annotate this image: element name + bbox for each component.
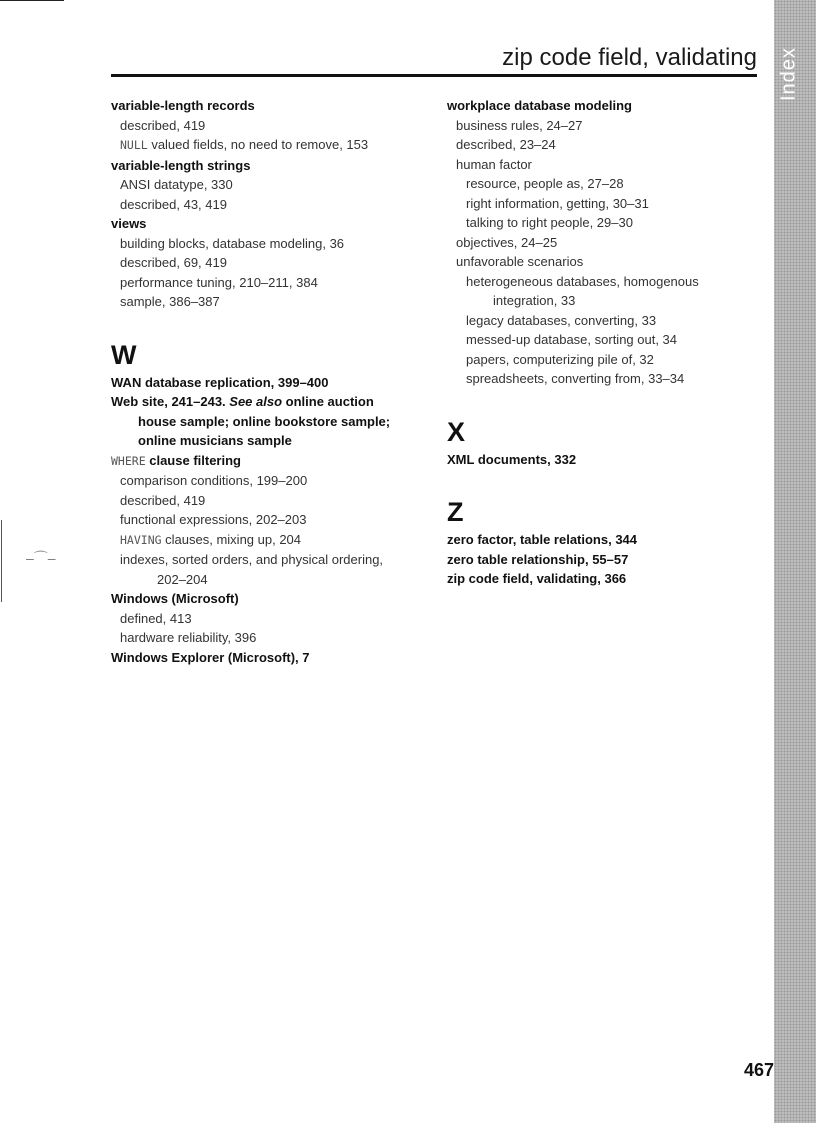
subentry-text: valued fields, no need to remove, 153 (147, 137, 369, 152)
entry-text: clause filtering (145, 452, 241, 468)
code-term: NULL (120, 138, 148, 152)
index-entry (111, 451, 441, 472)
section-letter-w: W (111, 339, 137, 370)
index-subentry: described, 419 (120, 492, 206, 508)
index-subentry: described, 419 (120, 117, 206, 133)
index-entry: zip code field, validating, 366 (447, 571, 627, 586)
index-entry-continuation: online musicians sample (138, 433, 292, 448)
index-column-left (111, 96, 441, 667)
index-subsubentry: spreadsheets, converting from, 33–34 (466, 371, 685, 386)
index-entry: variable-length records (111, 98, 255, 113)
index-subentry (111, 530, 441, 551)
index-column-right (447, 96, 777, 589)
index-subentry: human factor (456, 156, 532, 172)
index-subentry: functional expressions, 202–203 (120, 512, 307, 527)
index-entry: Windows (Microsoft) (111, 591, 239, 606)
index-subentry: unfavorable scenarios (456, 254, 584, 269)
index-subsubentry: talking to right people, 29–30 (466, 215, 633, 230)
section-letter-z: Z (447, 497, 464, 527)
index-subentry: ANSI datatype, 330 (120, 177, 233, 192)
index-entry: zero table relationship, 55–57 (447, 551, 629, 567)
index-subentry: comparison conditions, 199–200 (120, 473, 308, 488)
code-term: HAVING (120, 532, 162, 547)
index-entry (111, 392, 441, 412)
index-subentry: sample, 386–387 (120, 294, 220, 309)
index-subentry: hardware reliability, 396 (120, 630, 257, 645)
index-subsubentry-continuation: integration, 33 (493, 293, 576, 308)
index-subsubentry: resource, people as, 27–28 (466, 176, 624, 191)
index-subentry (111, 135, 441, 156)
entry-text: online auction (282, 394, 374, 409)
subentry-text: clauses, mixing up, 204 (161, 531, 302, 547)
registration-mark-icon: –⌒– (26, 550, 56, 566)
index-subsubentry: messed-up database, sorting out, 34 (466, 332, 678, 347)
index-subsubentry: legacy databases, converting, 33 (466, 312, 657, 328)
index-entry-continuation: house sample; online bookstore sample; (138, 413, 391, 429)
side-tab-label: Index (777, 47, 800, 101)
index-entry: zero factor, table relations, 344 (447, 532, 638, 547)
side-thumb-tab (774, 0, 816, 1123)
index-subentry: building blocks, database modeling, 36 (120, 235, 345, 251)
index-subentry: performance tuning, 210–211, 384 (120, 274, 318, 290)
index-subentry: objectives, 24–25 (456, 234, 558, 250)
index-entry: Windows Explorer (Microsoft), 7 (111, 649, 310, 665)
code-term: WHERE (111, 453, 146, 468)
running-head: zip code field, validating (502, 44, 757, 71)
index-entry: variable-length strings (111, 157, 251, 173)
page-number: 467 (743, 1060, 774, 1080)
index-entry: workplace database modeling (447, 98, 632, 113)
header-rule (111, 74, 757, 77)
crop-mark-top (0, 0, 64, 1)
index-subentry: business rules, 24–27 (456, 117, 583, 133)
index-subsubentry: papers, computerizing pile of, 32 (466, 351, 654, 367)
section-letter-x: X (447, 416, 466, 447)
index-subentry: described, 23–24 (456, 137, 556, 152)
index-entry: XML documents, 332 (447, 451, 577, 467)
index-subentry: defined, 413 (120, 610, 192, 626)
index-subentry-continuation: 202–204 (157, 571, 208, 587)
crop-mark-left (1, 520, 2, 602)
index-subentry: indexes, sorted orders, and physical ordering, (120, 552, 384, 567)
entry-text: Web site, 241–243. (111, 394, 230, 409)
index-subentry: described, 69, 419 (120, 255, 227, 270)
index-entry: views (111, 216, 147, 231)
index-subentry: described, 43, 419 (120, 196, 227, 212)
index-entry: WAN database replication, 399–400 (111, 374, 329, 390)
see-also-label: See also (229, 394, 283, 409)
index-subsubentry: right information, getting, 30–31 (466, 195, 649, 211)
index-subsubentry: heterogeneous databases, homogenous (466, 273, 699, 289)
